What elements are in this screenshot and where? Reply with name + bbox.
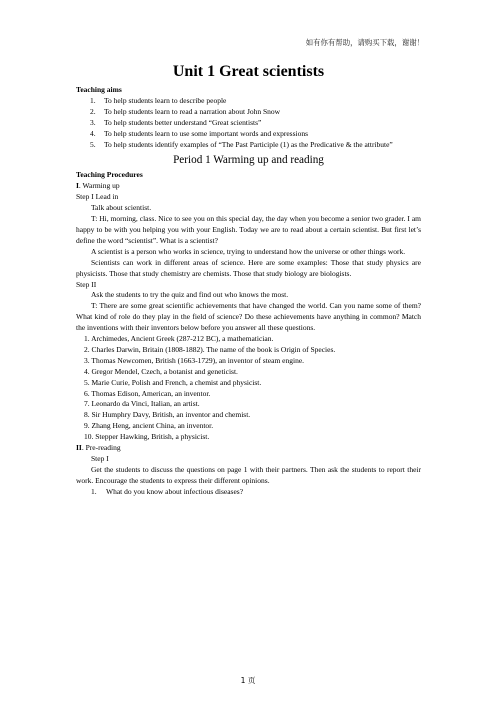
aim-text: To help students learn to use some important words and expressions (104, 128, 309, 138)
list-item: 3. Thomas Newcomen, British (1663-1729), an inventor of steam engine. (84, 355, 305, 365)
aim-item (76, 107, 421, 118)
list-item: 7. Leonardo da Vinci, Italian, an artist. (84, 399, 200, 409)
paragraph: T: There are some great scientific achievements that have changed the world. Can you name some of them? What kind of role do they play in the field of science? Do these achievements have anything in common? Match the inventions with their inventors below before you answer all these questions. (76, 301, 421, 333)
paragraph: A scientist is a person who works in science, trying to understand how the universe or other things work. (91, 246, 406, 256)
procedures-heading: Teaching Procedures (76, 170, 143, 180)
aim-number: 5. (90, 139, 96, 149)
header-note: 如有你有帮助，请购买下载，谢谢！ (305, 38, 424, 47)
list-item: 4. Gregor Mendel, Czech, a botanist and geneticist. (84, 366, 238, 376)
paragraph: Get the students to discuss the questions on page 1 with their partners. Then ask the students to report their work. Encourage the students to express their different opinions. (76, 464, 421, 485)
aim-item (76, 129, 421, 140)
section-heading-pre-reading (76, 443, 421, 454)
aims-heading: Teaching aims (76, 85, 122, 94)
step-subtitle: Ask the students to try the quiz and find out who knows the most. (91, 290, 289, 300)
question-text: What do you know about infectious diseases? (106, 486, 244, 496)
list-item: 6. Thomas Edison, American, an inventor. (84, 388, 211, 398)
section-number: II (76, 443, 82, 453)
section-label: . Warming up (78, 181, 120, 191)
aim-number: 3. (90, 117, 96, 127)
question-number: 1. (91, 486, 97, 496)
aim-number: 2. (90, 106, 96, 116)
section-heading-warming-up (76, 181, 421, 192)
aim-item (76, 118, 421, 129)
aim-text: To help students learn to read a narration about John Snow (104, 106, 281, 116)
list-item: 9. Zhang Heng, ancient China, an inventor. (84, 421, 214, 431)
question-item (76, 487, 421, 498)
aim-text: To help students identify examples of “The Past Participle (1) as the Predicative & the attribute” (104, 139, 393, 149)
list-item: 2. Charles Darwin, Britain (1808-1882). The name of the book is Origin of Species. (84, 344, 336, 354)
step-label: Step I Lead in (76, 192, 119, 202)
list-item: 10. Stepper Hawking, British, a physicist. (84, 432, 210, 442)
paragraph: T: Hi, morning, class. Nice to see you on this special day, the day when you become a senior two grader. I am happy to be with you helping you with your English. Today we are to read about a certain scientist. But first let’s define the word “scientist”. What is a scientist? (76, 214, 421, 245)
unit-title: Unit 1 Great scientists (172, 63, 325, 80)
aim-item (76, 96, 421, 107)
period-title: Period 1 Warming up and reading (173, 154, 324, 167)
section-number: I (76, 181, 79, 191)
list-item: 8. Sir Humphry Davy, British, an inventor and chemist. (84, 410, 251, 420)
inventor-list (76, 334, 421, 443)
paragraph: Scientists can work in different areas of science. Here are some examples: Those that study physics are physicists. Those that study chemistry are chemists. Those that study biology are biologists. (76, 257, 421, 278)
step-label: Step II (76, 279, 97, 289)
step-subtitle: Talk about scientist. (91, 203, 152, 213)
list-item: 1. Archimedes, Ancient Greek (287-212 BC), a mathematician. (84, 334, 274, 344)
list-item: 5. Marie Curie, Polish and French, a chemist and physicist. (84, 377, 262, 387)
aim-number: 1. (90, 95, 96, 105)
section-label: . Pre-reading (81, 443, 121, 453)
aim-number: 4. (90, 128, 96, 138)
step-label: Step I (91, 454, 109, 463)
aim-text: To help students learn to describe people (104, 95, 227, 105)
aims-list (76, 96, 421, 151)
aim-text: To help students better understand “Great scientists” (104, 117, 262, 127)
aim-item (76, 140, 421, 151)
document-body (76, 62, 421, 498)
page-number: 1 页 (240, 676, 256, 685)
